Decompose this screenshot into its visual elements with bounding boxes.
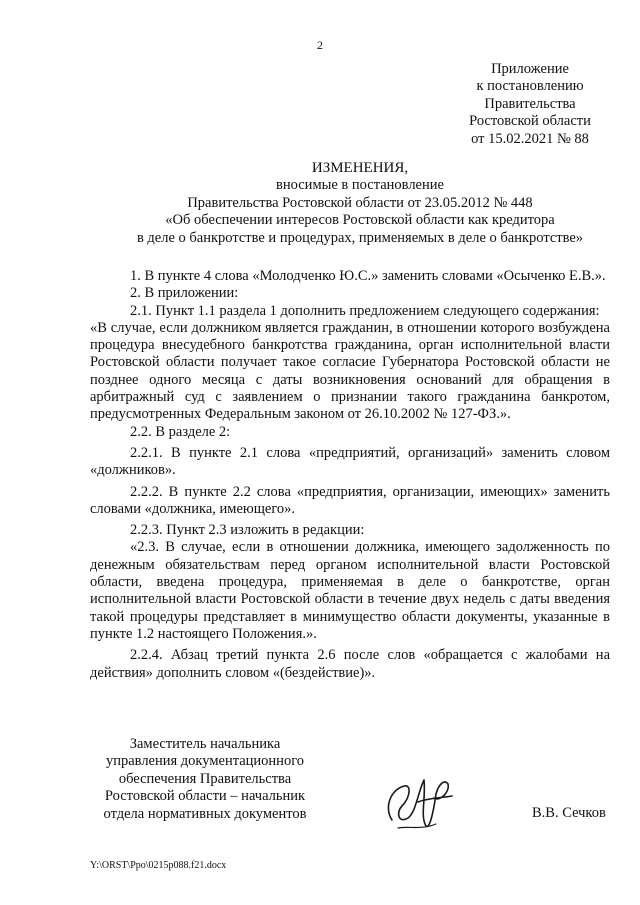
paragraph-item-2-1: 2.1. Пункт 1.1 раздела 1 дополнить предложением следующего содержания: xyxy=(130,302,600,319)
signatory-position-line: Ростовской области – начальник xyxy=(104,788,306,805)
paragraph-item-2-2-2: 2.2.2. В пункте 2.2 слова «предприятия, организации, имеющих» заменить словами «должника, имеющего». xyxy=(90,483,610,517)
paragraph-quote-1: «В случае, если должником является гражданин, в отношении которого возбуждена процедура внесудебного банкротства гражданина, орган исполнительной власти Ростовской области получает такое согласие Губернатора Ростовской области не позднее одного месяца с даты возникновения оснований для обращения в арбитражный суд с заявлением о признании такого гражданина банкротом, предусмотренных Федеральным законом от 26.10.2002 № 127-ФЗ.». xyxy=(90,319,610,423)
document-body xyxy=(90,268,610,682)
title-line: в деле о банкротстве и процедурах, применяемых в деле о банкротстве» xyxy=(136,229,584,246)
paragraph-item-1: 1. В пункте 4 слова «Молодченко Ю.С.» заменить словами «Осыченко Е.В.». xyxy=(130,268,606,284)
appendix-block xyxy=(440,61,620,148)
signatory-name: В.В. Сечков xyxy=(532,805,606,821)
title-line: вносимые в постановление xyxy=(276,177,444,194)
document-title xyxy=(60,160,640,247)
file-path: Y:\ORST\Ppo\0215p088.f21.docx xyxy=(90,860,227,871)
signatory-position-line: Заместитель начальника xyxy=(129,736,281,752)
handwritten-signature xyxy=(378,768,458,838)
signatory-position xyxy=(80,736,330,823)
title-line: Правительства Ростовской области от 23.05.2012 № 448 xyxy=(187,194,533,211)
appendix-line: Приложение xyxy=(491,61,569,77)
paragraph-item-2-2-4: 2.2.4. Абзац третий пункта 2.6 после слов «обращается с жалобами на действия» дополнить словом «(бездействие)». xyxy=(90,647,610,681)
signatory-position-line: управления документационного xyxy=(105,753,305,770)
appendix-line: к постановлению xyxy=(476,78,584,95)
paragraph-item-2-2-1: 2.2.1. В пункте 2.1 слова «предприятий, организаций» заменить словом «должников». xyxy=(90,444,610,479)
paragraph-item-2-2-3: 2.2.3. Пункт 2.3 изложить в редакции: xyxy=(130,522,365,539)
paragraph-item-2-2: 2.2. В разделе 2: xyxy=(130,423,231,440)
paragraph-quote-2: «2.3. В случае, если в отношении должника, имеющего задолженность по денежным обязательствам перед органом исполнительной власти Ростовской области, введена процедура, применяемая в деле о банкротстве, орган исполнительной власти Ростовской области в течение двух недель с даты введения такой процедуры представляет в минимущество области документы, указанные в пункте 1.2 настоящего Положения.». xyxy=(90,539,610,642)
appendix-line: от 15.02.2021 № 88 xyxy=(471,130,589,147)
signatory-position-line: обеспечения Правительства xyxy=(118,770,292,787)
appendix-line: Правительства xyxy=(484,95,576,112)
title-heading: ИЗМЕНЕНИЯ, xyxy=(311,160,409,176)
title-line: «Об обеспечении интересов Ростовской области как кредитора xyxy=(165,212,555,229)
appendix-line: Ростовской области xyxy=(469,113,591,130)
page-number: 2 xyxy=(317,38,323,52)
signatory-position-line: отдела нормативных документов xyxy=(103,805,307,822)
paragraph-item-2: 2. В приложении: xyxy=(130,285,239,302)
